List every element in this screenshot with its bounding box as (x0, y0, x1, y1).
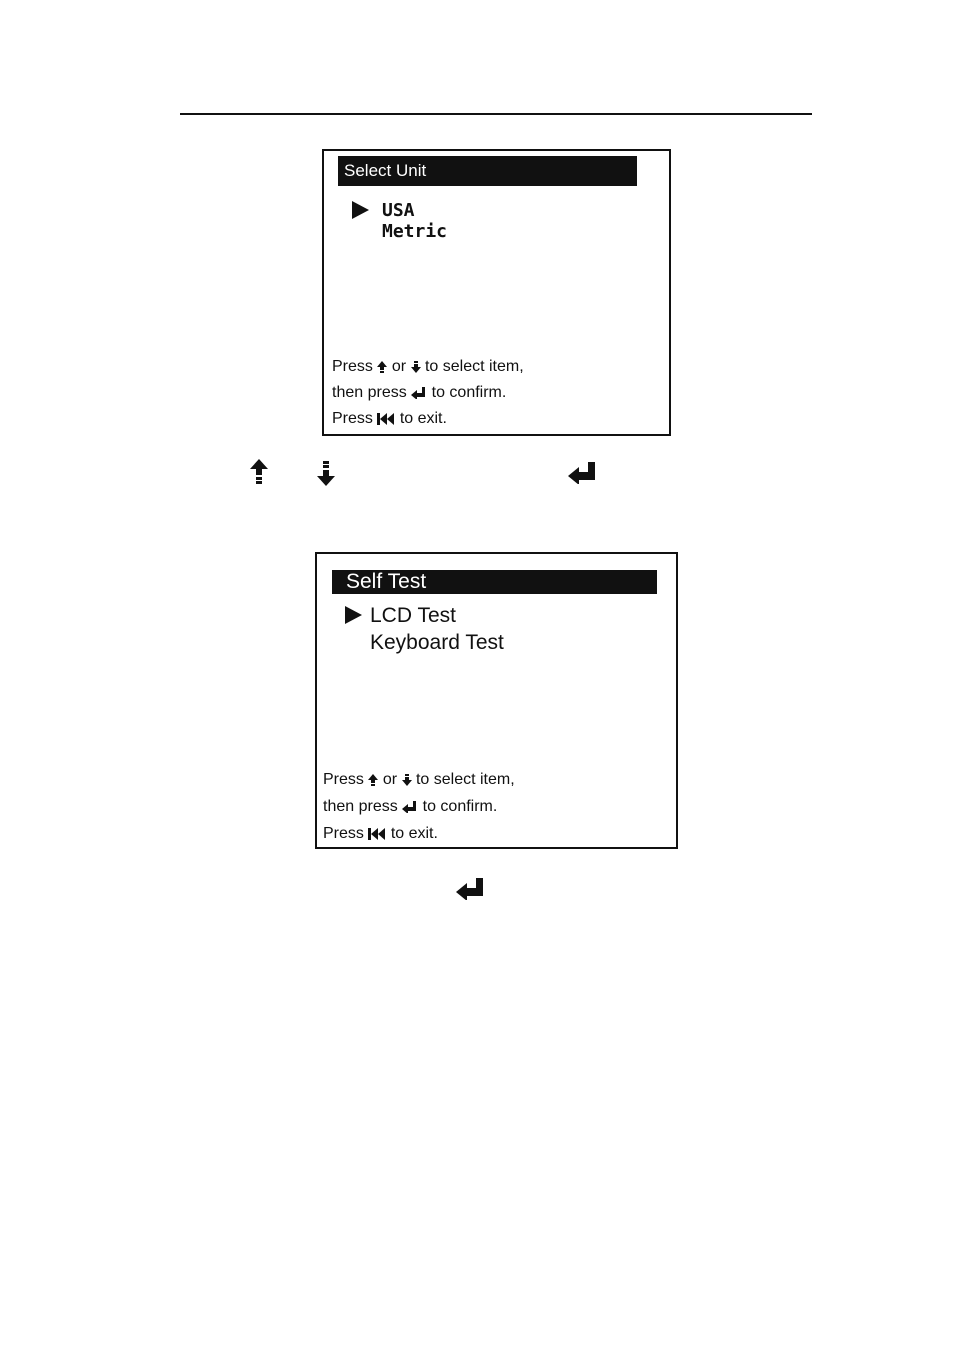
select-unit-screen (322, 149, 671, 436)
arrow-down-icon (317, 461, 335, 487)
arrow-up-icon (377, 361, 387, 373)
help-text-press-exit: Press (332, 410, 373, 427)
skip-back-icon (368, 828, 386, 840)
help-text-then-press: then press (323, 798, 398, 815)
help-text (332, 354, 524, 432)
arrow-down-icon (402, 774, 412, 786)
help-text-press: Press (332, 358, 373, 375)
menu-item-lcd-test[interactable]: LCD Test (370, 604, 456, 627)
selection-pointer-icon (345, 606, 362, 624)
enter-icon (402, 801, 418, 813)
help-text-press: Press (323, 771, 364, 788)
menu-item-keyboard-test[interactable]: Keyboard Test (370, 631, 504, 654)
help-text-or: or (382, 771, 398, 788)
help-text-exit: to exit. (390, 825, 438, 842)
help-text-select: to select item, (424, 358, 524, 375)
help-text-confirm: to confirm. (431, 384, 507, 401)
arrow-up-icon (250, 459, 268, 485)
help-text-press-exit: Press (323, 825, 364, 842)
arrow-up-icon (368, 774, 378, 786)
enter-icon (456, 878, 486, 900)
help-text-exit: to exit. (399, 410, 447, 427)
enter-icon (411, 387, 427, 399)
self-test-screen (315, 552, 678, 849)
enter-icon (568, 462, 598, 484)
skip-back-icon (377, 413, 395, 425)
menu-item-usa[interactable]: USA (382, 200, 415, 221)
help-text-select: to select item, (415, 771, 515, 788)
screen-title: Self Test (332, 570, 657, 594)
help-text-or: or (391, 358, 407, 375)
selection-pointer-icon (352, 201, 369, 219)
help-text-confirm: to confirm. (422, 798, 498, 815)
header-rule (180, 113, 812, 115)
screen-title: Select Unit (338, 156, 637, 186)
help-text-then-press: then press (332, 384, 407, 401)
menu-item-metric[interactable]: Metric (382, 221, 448, 242)
arrow-down-icon (411, 361, 421, 373)
help-text (323, 766, 515, 847)
